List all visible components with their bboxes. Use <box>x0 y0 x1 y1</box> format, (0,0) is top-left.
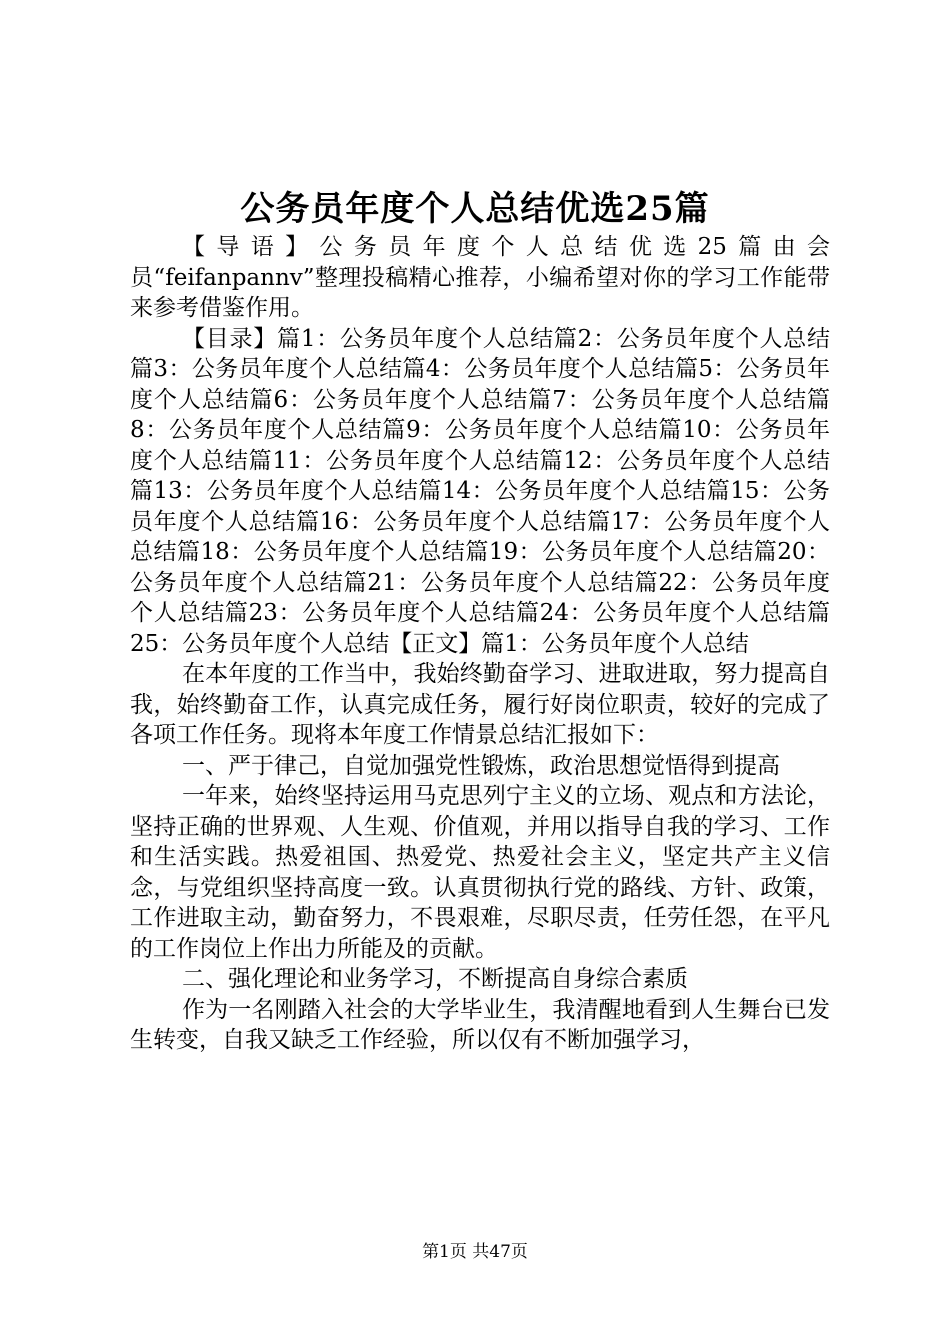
body-paragraph: 一年来，始终坚持运用马克思列宁主义的立场、观点和方法论，坚持正确的世界观、人生观、价值观，并用以指导自我的学习、工作和生活实践。热爱祖国、热爱党、热爱社会主义，坚定共产主义信念，与党组织坚持高度一致。认真贯彻执行党的路线、方针、政策，工作进取主动，勤奋努力，不畏艰难，尽职尽责，任劳任怨，在平凡的工作岗位上作出力所能及的贡献。 <box>130 783 830 962</box>
intro-paragraph: 【导语】公务员年度个人总结优选25篇由会员“feifanpannv”整理投稿精心推荐，小编希望对你的学习工作能带来参考借鉴作用。 <box>130 234 830 321</box>
document-body <box>130 232 830 1056</box>
body-paragraph: 作为一名刚踏入社会的大学毕业生，我清醒地看到人生舞台已发生转变，自我又缺乏工作经验，所以仅有不断加强学习， <box>130 996 830 1053</box>
body-paragraph: 在本年度的工作当中，我始终勤奋学习、进取进取，努力提高自我，始终勤奋工作，认真完成任务，履行好岗位职责，较好的完成了各项工作任务。现将本年度工作情景总结汇报如下： <box>130 661 830 748</box>
table-of-contents-paragraph: 【目录】篇1：公务员年度个人总结篇2：公务员年度个人总结篇3：公务员年度个人总结篇4：公务员年度个人总结篇5：公务员年度个人总结篇6：公务员年度个人总结篇7：公务员年度个人总结篇8：公务员年度个人总结篇9：公务员年度个人总结篇10：公务员年度个人总结篇11：公务员年度个人总结篇12：公务员年度个人总结篇13：公务员年度个人总结篇14：公务员年度个人总结篇15：公务员年度个人总结篇16：公务员年度个人总结篇17：公务员年度个人总结篇18：公务员年度个人总结篇19：公务员年度个人总结篇20：公务员年度个人总结篇21：公务员年度个人总结篇22：公务员年度个人总结篇23：公务员年度个人总结篇24：公务员年度个人总结篇25：公务员年度个人总结【正文】篇1：公务员年度个人总结 <box>130 325 830 657</box>
section-heading: 一、严于律己，自觉加强党性锻炼，政治思想觉悟得到提高 <box>182 752 780 779</box>
page-number-footer: 第1页 共47页 <box>422 1242 528 1262</box>
document-title: 公务员年度个人总结优选25篇 <box>240 189 710 229</box>
section-heading: 二、强化理论和业务学习，不断提高自身综合素质 <box>182 966 688 992</box>
